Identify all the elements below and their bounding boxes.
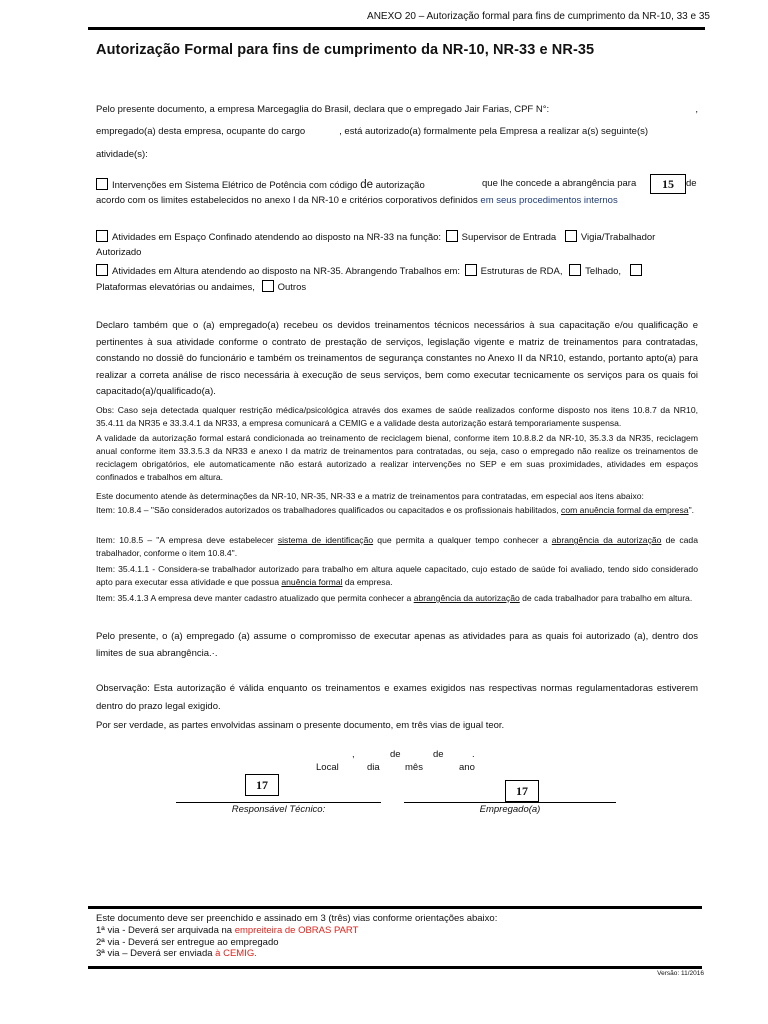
plataformas-checkbox[interactable] [630, 264, 642, 276]
nr10-de: de [686, 178, 697, 189]
item-10-8-4: Item: 10.8.4 – "São considerados autorizados os trabalhadores qualificados ou capacitados e os profissionais habilitados, com anuência formal da empresa". [96, 505, 695, 515]
declaro-paragraph: Declaro também que o (a) empregado(a) recebeu os devidos treinamentos técnicos necessários à sua capacitação e/ou qualificação e pertinentes à sua atividade conforme o contrato de prestação de serviços, legislação vigente e matriz de treinamentos para contratadas, constando no dossiê do funcionário e também os treinamentos de segurança constantes no Anexo II da NR10, estando, portanto apto(a) para realizar a correta análise de risco necessária à execução de seus serviços, bem como executar tecnicamente os serviços para os quais foi capacitado(a)/qualificado(a). [96, 320, 698, 398]
footer-via-1: 1ª via - Deverá ser arquivada na empreiteira de OBRAS PART [96, 925, 359, 936]
observacao-paragraph: Observação: Esta autorização é válida enquanto os treinamentos e exames exigidos nas respectivas normas regulamentadoras estiverem dentro do prazo legal exigido. [96, 683, 698, 712]
annex-header: ANEXO 20 – Autorização formal para fins de cumprimento da NR-10, 33 e 35 [367, 11, 710, 22]
signature-line-left[interactable] [176, 802, 381, 803]
signature-label-right: Empregado(a) [479, 804, 541, 815]
document-title: Autorização Formal para fins de cumprimento da NR-10, NR-33 e NR-35 [96, 42, 595, 58]
nr35-checkbox[interactable] [96, 264, 108, 276]
footer-instructions: Este documento deve ser preenchido e assinado em 3 (três) vias conforme orientações abaixo: [96, 913, 498, 924]
footer-rule-top [88, 906, 702, 909]
label-mes: mês [405, 762, 423, 773]
nr35-line-2: Plataformas elevatórias ou andaimes, Outros [96, 282, 307, 293]
intro-line-3: atividade(s): [96, 149, 148, 160]
item-35-4-1-3: Item: 35.4.1.3 A empresa deve manter cadastro atualizado que permita conhecer a abrangência da autorização de cada trabalhador para trabalho em altura. [96, 593, 693, 603]
supervisor-checkbox[interactable] [446, 230, 458, 242]
date-dot: . [472, 749, 475, 760]
nr33-checkbox[interactable] [96, 230, 108, 242]
procedures-link-text: em seus procedimentos internos [480, 195, 618, 206]
header-rule [88, 27, 705, 30]
signature-code-right[interactable]: 17 [505, 780, 539, 802]
nr10-scope-text: que lhe concede a abrangência para [482, 178, 637, 189]
telhado-checkbox[interactable] [569, 264, 581, 276]
item-35-4-1-1: Item: 35.4.1.1 - Considera-se trabalhador autorizado para trabalho em altura aquele capacitado, cujo estado de saúde foi avaliado, tendo sido considerado apto para executar essa atividade e que possua anuência formal da empresa. [96, 564, 698, 587]
nr33-line-1: Atividades em Espaço Confinado atendendo ao disposto na NR-33 na função: Supervisor de Entrada Vigia/Trabalhador [96, 230, 655, 243]
rda-checkbox[interactable] [465, 264, 477, 276]
intro-line-2: empregado(a) desta empresa, ocupante do cargo , está autorizado(a) formalmente pela Empresa a realizar a(s) seguinte(s) [96, 126, 649, 137]
verdade-paragraph: Por ser verdade, as partes envolvidas assinam o presente documento, em três vias de igual teor. [96, 720, 505, 731]
footer-via-3: 3ª via – Deverá ser enviada à CEMIG. [96, 948, 257, 959]
nr33-line-2: Autorizado [96, 247, 142, 258]
nr10-line-2: acordo com os limites estabelecidos no anexo I da NR-10 e critérios corporativos definidos em seus procedimentos internos [96, 195, 618, 206]
label-ano: ano [459, 762, 475, 773]
version-label: Versão: 11/2016 [657, 970, 704, 977]
obs-determinations: Este documento atende às determinações da NR-10, NR-35, NR-33 e a matriz de treinamentos para contratadas, em especial aos itens abaixo: [96, 491, 644, 501]
nr10-checkbox[interactable] [96, 178, 108, 190]
signature-label-left: Responsável Técnico: [231, 804, 326, 815]
label-dia: dia [367, 762, 380, 773]
commitment-paragraph: Pelo presente, o (a) empregado (a) assume o compromisso de executar apenas as atividades para as quais foi autorizado (a), dentro dos limites de sua abrangência.·. [96, 631, 698, 659]
obs-medical: Obs: Caso seja detectada qualquer restrição médica/psicológica através dos exames de saúde realizados conforme disposto nos itens 10.8.7 da NR10, 35.4.11 da NR35 e 33.3.4.1 da NR33, a empresa comunicará a CEMIG e a validade desta autorização estará temporariamente suspensa. [96, 405, 698, 428]
footer-via-2: 2ª via - Deverá ser entregue ao empregado [96, 937, 279, 948]
date-de-1: de [390, 749, 401, 760]
vigia-checkbox[interactable] [565, 230, 577, 242]
intro-line-1: Pelo presente documento, a empresa Marcegaglia do Brasil, declara que o empregado Jair Farias, CPF N°: , [96, 104, 698, 115]
footer-rule-bottom [88, 966, 702, 969]
signature-code-left[interactable]: 17 [245, 774, 279, 796]
outros-checkbox[interactable] [262, 280, 274, 292]
item-10-8-5: Item: 10.8.5 – "A empresa deve estabelecer sistema de identificação que permita a qualquer tempo conhecer a abrangência da autorização de cada trabalhador, conforme o item 10.8.4". [96, 535, 698, 558]
obs-validity: A validade da autorização formal estará condicionada ao treinamento de reciclagem bienal, conforme item 10.8.8.2 da NR-10, 35.3.3 da NR35, reciclagem anual conforme item 33.3.5.3 da NR33 e anexo I da matriz de treinamentos para contratadas, ou seja, caso o empregado não realize os treinamentos de reciclagem obrigatórios, ele automaticamente não estará autorizado a realizar intervenções no SEP e em suas proximidades, atividades em espaços confinados e trabalhos em altura. [96, 433, 698, 482]
signature-line-right[interactable] [404, 802, 616, 803]
label-local: Local [316, 762, 339, 773]
nr35-line-1: Atividades em Altura atendendo ao disposto na NR-35. Abrangendo Trabalhos em: Estruturas de RDA, Telhado, [96, 264, 646, 277]
nr10-line-1: Intervenções em Sistema Elétrico de Potência com código de autorização [96, 178, 425, 191]
date-de-2: de [433, 749, 444, 760]
nr10-scope-field[interactable]: 15 [650, 174, 686, 194]
date-comma: , [352, 749, 355, 760]
